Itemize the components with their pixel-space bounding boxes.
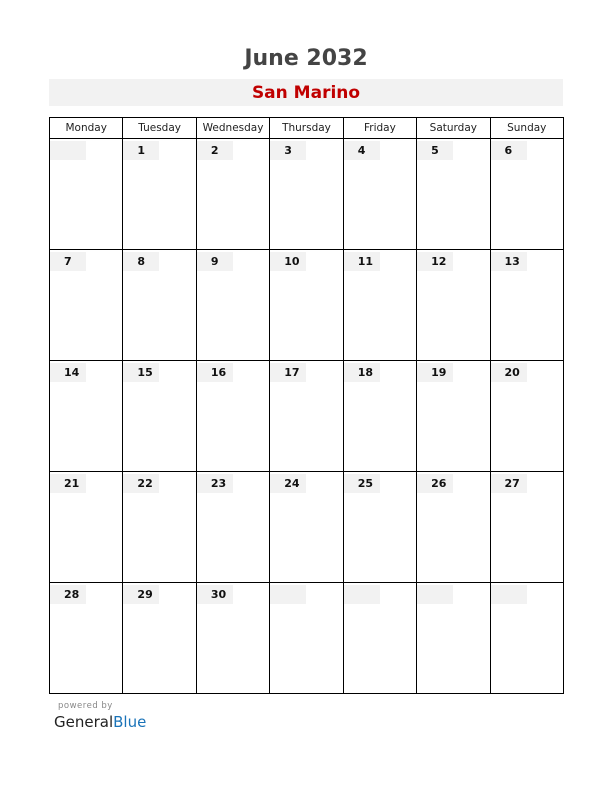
day-number: 11 <box>344 252 380 271</box>
day-number <box>491 585 527 604</box>
week-row <box>50 361 564 472</box>
brand-general: General <box>54 713 114 731</box>
day-cell <box>417 583 490 694</box>
day-cell <box>123 361 196 472</box>
brand-blue: Blue <box>113 713 147 731</box>
day-cell <box>270 139 343 250</box>
weekday-sunday: Sunday <box>490 118 563 139</box>
day-cell <box>123 139 196 250</box>
weekday-wednesday: Wednesday <box>196 118 269 139</box>
day-number: 29 <box>123 585 159 604</box>
day-cell <box>417 472 490 583</box>
day-number: 30 <box>197 585 233 604</box>
day-number: 14 <box>50 363 86 382</box>
page-title: June 2032 <box>244 46 368 71</box>
day-cell <box>196 583 269 694</box>
week-row <box>50 139 564 250</box>
day-number: 27 <box>491 474 527 493</box>
day-cell <box>490 472 563 583</box>
day-number <box>417 585 453 604</box>
brand-logo <box>54 713 146 731</box>
day-number: 26 <box>417 474 453 493</box>
weekday-header-row <box>50 118 564 139</box>
day-number: 24 <box>270 474 306 493</box>
day-number: 23 <box>197 474 233 493</box>
calendar-grid <box>49 117 564 694</box>
day-cell <box>123 472 196 583</box>
day-cell <box>270 472 343 583</box>
day-number: 17 <box>270 363 306 382</box>
day-cell <box>196 250 269 361</box>
day-cell <box>417 250 490 361</box>
weekday-tuesday: Tuesday <box>123 118 196 139</box>
day-cell <box>123 583 196 694</box>
day-number: 22 <box>123 474 159 493</box>
day-cell <box>50 139 123 250</box>
day-cell <box>196 472 269 583</box>
day-number: 4 <box>344 141 380 160</box>
day-number: 3 <box>270 141 306 160</box>
day-cell <box>270 361 343 472</box>
day-number: 21 <box>50 474 86 493</box>
day-cell <box>270 583 343 694</box>
day-number: 20 <box>491 363 527 382</box>
day-number: 9 <box>197 252 233 271</box>
day-cell <box>123 250 196 361</box>
weekday-friday: Friday <box>343 118 416 139</box>
day-number <box>270 585 306 604</box>
day-number: 15 <box>123 363 159 382</box>
day-number: 12 <box>417 252 453 271</box>
day-cell <box>417 361 490 472</box>
day-number: 6 <box>491 141 527 160</box>
day-cell <box>343 250 416 361</box>
powered-by-text: powered by <box>58 701 113 711</box>
day-number: 19 <box>417 363 453 382</box>
day-number <box>50 141 86 160</box>
day-cell <box>343 472 416 583</box>
day-cell <box>50 361 123 472</box>
day-number: 25 <box>344 474 380 493</box>
day-cell <box>343 361 416 472</box>
day-cell <box>343 139 416 250</box>
day-cell <box>490 361 563 472</box>
week-row <box>50 583 564 694</box>
day-number: 2 <box>197 141 233 160</box>
weekday-saturday: Saturday <box>417 118 490 139</box>
day-cell <box>490 250 563 361</box>
day-number: 7 <box>50 252 86 271</box>
day-cell <box>417 139 490 250</box>
day-number: 5 <box>417 141 453 160</box>
day-number: 10 <box>270 252 306 271</box>
day-cell <box>490 139 563 250</box>
day-cell <box>50 250 123 361</box>
day-cell <box>50 583 123 694</box>
day-number: 18 <box>344 363 380 382</box>
day-cell <box>490 583 563 694</box>
region-name: San Marino <box>251 83 361 103</box>
day-number: 8 <box>123 252 159 271</box>
day-number: 13 <box>491 252 527 271</box>
day-cell <box>50 472 123 583</box>
day-number: 1 <box>123 141 159 160</box>
week-row <box>50 250 564 361</box>
day-cell <box>196 361 269 472</box>
day-number <box>344 585 380 604</box>
day-cell <box>270 250 343 361</box>
weekday-monday: Monday <box>50 118 123 139</box>
day-cell <box>196 139 269 250</box>
week-row <box>50 472 564 583</box>
day-cell <box>343 583 416 694</box>
day-number: 16 <box>197 363 233 382</box>
weekday-thursday: Thursday <box>270 118 343 139</box>
day-number: 28 <box>50 585 86 604</box>
region-banner <box>49 79 563 106</box>
